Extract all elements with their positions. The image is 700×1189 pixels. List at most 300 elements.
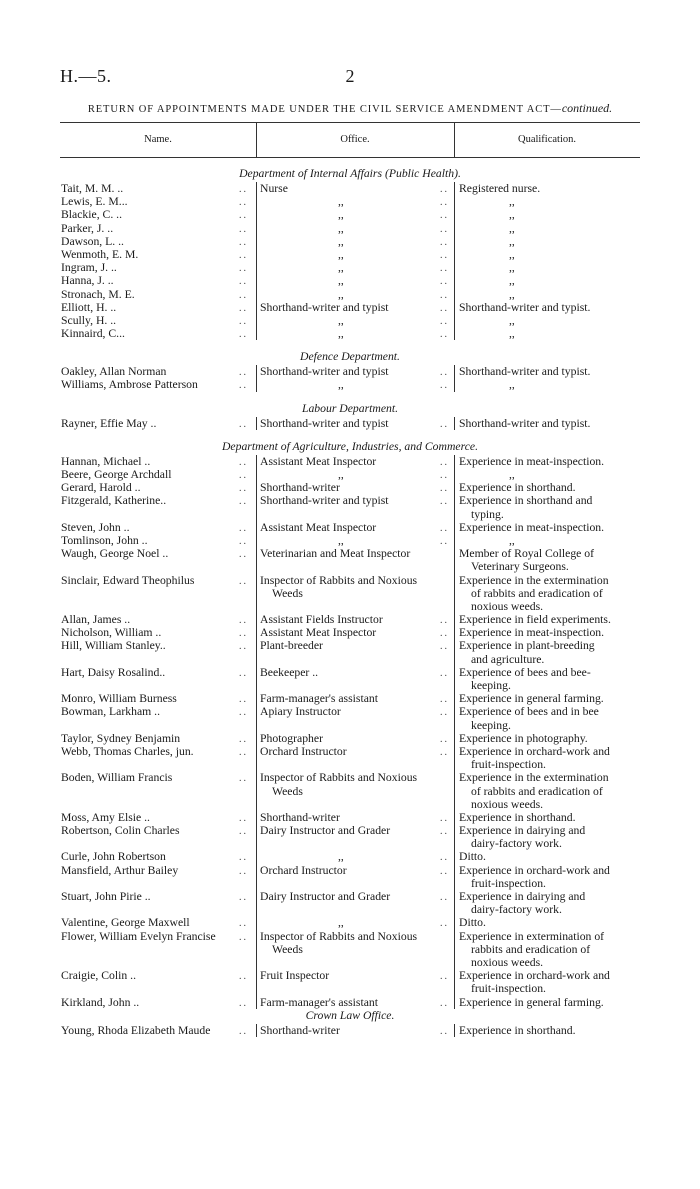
leader-dots: .. — [440, 184, 449, 195]
leader-dots: .. — [239, 522, 248, 534]
appointee-name: Young, Rhoda Elizabeth Maude — [61, 1023, 211, 1037]
leader-dots: .. — [239, 418, 248, 430]
qualification-cell — [459, 182, 640, 195]
column-rule — [454, 969, 455, 982]
column-rule — [256, 365, 257, 378]
leader-dots: .. — [239, 263, 248, 275]
leader-dots: .. — [239, 826, 248, 838]
column-rule — [256, 626, 257, 639]
office-title: Orchard Instructor — [260, 863, 347, 877]
table-row — [0, 494, 700, 507]
column-rule — [256, 732, 257, 745]
qualification-cell — [459, 417, 640, 430]
column-rule — [454, 587, 455, 600]
leader-dots: .. — [239, 971, 248, 983]
qualification-text: Experience in meat-inspection. — [459, 626, 605, 640]
qualification-text: of rabbits and eradication of — [471, 784, 603, 798]
column-rule — [454, 574, 455, 587]
column-rule — [454, 943, 455, 956]
appointee-name: Monro, William Burness — [61, 692, 177, 706]
office-cell — [260, 547, 450, 560]
table-row — [0, 877, 700, 890]
leader-dots: .. — [239, 641, 248, 653]
leader-dots: .. — [440, 418, 449, 430]
name-cell — [61, 208, 249, 222]
column-rule — [256, 719, 257, 732]
qualification-cell — [459, 613, 640, 626]
column-rule — [256, 417, 257, 430]
column-rule — [256, 301, 257, 314]
table-row — [0, 248, 700, 261]
name-cell — [61, 547, 249, 561]
leader-dots: .. — [239, 223, 248, 235]
office-cell — [260, 890, 450, 904]
column-rule — [256, 679, 257, 692]
table-row — [0, 969, 700, 982]
table-row — [0, 600, 700, 613]
column-rule — [256, 481, 257, 494]
table-row — [0, 916, 700, 929]
column-rule — [454, 301, 455, 314]
table-row — [0, 666, 700, 679]
qualification-cell — [459, 195, 640, 208]
table-row — [0, 587, 700, 600]
appointee-name: Hanna, J. .. — [61, 274, 114, 288]
leader-dots: .. — [239, 1025, 248, 1037]
qualification-text: Experience in orchard-work and — [459, 969, 610, 983]
office-cell — [260, 639, 450, 653]
column-rule — [256, 455, 257, 468]
leader-dots: .. — [239, 707, 248, 719]
column-rule — [454, 930, 455, 943]
office-title: Dairy Instructor and Grader — [260, 824, 391, 838]
qualification-cell — [459, 890, 640, 903]
qualification-text: Experience in meat-inspection. — [459, 454, 605, 468]
qualification-text: ,, — [509, 221, 515, 235]
qualification-text: Experience in photography. — [459, 731, 588, 745]
office-cell — [260, 182, 450, 196]
qualification-cell — [459, 1024, 640, 1037]
name-cell — [61, 850, 249, 864]
column-rule — [454, 547, 455, 560]
table-row — [0, 261, 700, 274]
qualification-text: Experience in field experiments. — [459, 613, 611, 627]
leader-dots: .. — [239, 535, 248, 547]
column-rule — [256, 864, 257, 877]
office-title: Shorthand-writer and typist — [260, 365, 389, 379]
office-title: Weeds — [272, 586, 303, 600]
appointee-name: Beere, George Archdall — [61, 468, 172, 481]
qualification-text: typing. — [471, 507, 504, 521]
name-cell — [61, 1024, 249, 1038]
column-rule — [454, 626, 455, 639]
qualification-cell — [459, 745, 640, 758]
office-cell — [260, 494, 450, 508]
qualification-text: keeping. — [471, 679, 511, 692]
column-rule — [256, 916, 257, 929]
leader-dots: .. — [239, 997, 248, 1009]
document-id: H.—5. — [60, 66, 112, 86]
office-title: Dairy Instructor and Grader — [260, 890, 391, 903]
appointee-name: Mansfield, Arthur Bailey — [61, 863, 179, 877]
office-title: ,, — [338, 195, 344, 209]
office-title: Shorthand-writer and typist — [260, 416, 389, 430]
table-row — [0, 365, 700, 378]
leader-dots: .. — [239, 470, 248, 481]
appointee-name: Valentine, George Maxwell — [61, 916, 190, 930]
office-cell — [260, 666, 450, 680]
leader-dots: .. — [440, 865, 449, 877]
office-title: ,, — [338, 327, 344, 341]
qualification-text: dairy-factory work. — [471, 837, 562, 851]
office-cell — [260, 692, 450, 706]
appointee-name: Gerard, Harold .. — [61, 481, 141, 495]
qualification-cell — [459, 560, 640, 573]
qualification-cell — [459, 235, 640, 248]
header-bottom-rule — [60, 157, 640, 158]
leader-dots: .. — [440, 826, 449, 838]
table-row — [0, 208, 700, 221]
table-row — [0, 182, 700, 195]
office-cell — [260, 274, 450, 288]
qualification-text: Experience in shorthand. — [459, 1023, 576, 1037]
department-heading: Labour Department. — [301, 401, 399, 415]
table-row — [0, 235, 700, 248]
column-rule — [256, 798, 257, 811]
qualification-text: and agriculture. — [471, 652, 545, 666]
leader-dots: .. — [440, 522, 449, 534]
column-rule — [256, 930, 257, 943]
qualification-text: Ditto. — [459, 850, 486, 864]
appointee-name: Tomlinson, John .. — [61, 533, 148, 547]
column-rule — [256, 574, 257, 587]
office-cell — [260, 969, 450, 983]
column-rule — [256, 653, 257, 666]
qualification-cell — [459, 587, 640, 600]
column-rule — [454, 666, 455, 679]
office-cell — [260, 705, 450, 719]
department-heading: Crown Law Office. — [305, 1008, 395, 1022]
qualification-cell — [459, 956, 640, 969]
column-rule — [256, 547, 257, 560]
qualification-text: fruit-inspection. — [471, 876, 546, 890]
leader-dots: .. — [440, 249, 449, 261]
column-rule — [256, 248, 257, 261]
name-cell — [61, 261, 249, 275]
column-rule — [256, 182, 257, 195]
qualification-cell — [459, 916, 640, 929]
column-rule — [454, 274, 455, 287]
qualification-text: ,, — [509, 287, 515, 301]
office-title: Assistant Meat Inspector — [260, 626, 377, 640]
office-cell — [260, 626, 450, 640]
column-rule — [454, 365, 455, 378]
office-title: Fruit Inspector — [260, 969, 330, 983]
column-rule — [256, 288, 257, 301]
column-rule — [256, 327, 257, 340]
qualification-cell — [459, 378, 640, 391]
leader-dots: .. — [239, 249, 248, 261]
appointee-name: Craigie, Colin .. — [61, 969, 136, 983]
column-rule — [256, 314, 257, 327]
appointee-name: Steven, John .. — [61, 520, 130, 534]
appointee-name: Scully, H. .. — [61, 313, 117, 327]
office-title: Inspector of Rabbits and Noxious — [260, 929, 418, 943]
qualification-cell — [459, 771, 640, 784]
qualification-cell — [459, 508, 640, 521]
name-cell — [61, 417, 249, 431]
leader-dots: .. — [440, 892, 449, 903]
column-rule — [256, 811, 257, 824]
qualification-cell — [459, 521, 640, 534]
leader-dots: .. — [440, 470, 449, 481]
leader-dots: .. — [239, 236, 248, 248]
qualification-cell — [459, 679, 640, 692]
column-rule — [256, 235, 257, 248]
department-heading: Department of Internal Affairs (Public Health). — [239, 167, 461, 180]
table-row — [0, 468, 700, 481]
table-row — [0, 758, 700, 771]
leader-dots: .. — [239, 733, 248, 745]
column-rule — [454, 378, 455, 391]
leader-dots: .. — [239, 773, 248, 785]
table-row — [0, 798, 700, 811]
table-row — [0, 1024, 700, 1037]
name-cell — [61, 534, 249, 548]
table-row — [0, 534, 700, 547]
column-header-name: Name. — [144, 134, 172, 145]
department-heading-row — [0, 402, 700, 417]
appointee-name: Tait, M. M. .. — [61, 182, 124, 195]
leader-dots: .. — [239, 892, 248, 903]
column-rule — [454, 560, 455, 573]
qualification-cell — [459, 930, 640, 943]
leader-dots: .. — [440, 746, 449, 758]
office-cell — [260, 930, 450, 943]
leader-dots: .. — [239, 746, 248, 758]
column-rule — [454, 1024, 455, 1037]
qualification-text: ,, — [509, 261, 515, 275]
office-title: ,, — [338, 234, 344, 248]
name-cell — [61, 613, 249, 627]
office-title: ,, — [338, 378, 344, 392]
qualification-text: Experience in the extermination — [459, 573, 609, 587]
qualification-text: Member of Royal College of — [459, 547, 595, 561]
qualification-cell — [459, 969, 640, 982]
qualification-cell — [459, 626, 640, 639]
office-title: Shorthand-writer — [260, 481, 340, 495]
leader-dots: .. — [440, 615, 449, 627]
leader-dots: .. — [440, 997, 449, 1009]
leader-dots: .. — [440, 380, 449, 392]
appointee-name: Webb, Thomas Charles, jun. — [61, 744, 194, 758]
office-cell — [260, 996, 450, 1010]
qualification-cell — [459, 864, 640, 877]
table-row — [0, 560, 700, 573]
table-row — [0, 982, 700, 995]
appointee-name: Dawson, L. .. — [61, 234, 124, 248]
column-rule — [256, 534, 257, 547]
table-row — [0, 574, 700, 587]
name-cell — [61, 195, 249, 209]
qualification-text: ,, — [509, 195, 515, 209]
qualification-text: Experience of bees and bee- — [459, 665, 591, 679]
name-cell — [61, 248, 249, 262]
leader-dots: .. — [440, 456, 449, 468]
column-rule — [256, 758, 257, 771]
office-title: Veterinarian and Meat Inspector — [260, 547, 411, 561]
appointee-name: Parker, J. .. — [61, 221, 114, 235]
table-row — [0, 455, 700, 468]
leader-dots: .. — [239, 302, 248, 314]
column-rule — [454, 996, 455, 1009]
column-rule — [454, 745, 455, 758]
column-header-qualification: Qualification. — [517, 134, 577, 145]
office-cell — [260, 235, 450, 249]
column-rule — [454, 208, 455, 221]
office-title: Farm-manager's assistant — [260, 995, 378, 1009]
table-row — [0, 288, 700, 301]
column-rule — [454, 600, 455, 613]
office-title: Apiary Instructor — [260, 705, 341, 719]
table-row — [0, 692, 700, 705]
office-title: Plant-breeder — [260, 639, 323, 653]
name-cell — [61, 521, 249, 535]
qualification-text: Experience in orchard-work and — [459, 744, 610, 758]
qualification-cell — [459, 653, 640, 666]
column-rule — [256, 468, 257, 481]
office-title: Shorthand-writer — [260, 810, 340, 824]
qualification-cell — [459, 468, 640, 481]
column-rule — [256, 785, 257, 798]
qualification-cell — [459, 996, 640, 1009]
leader-dots: .. — [440, 483, 449, 495]
qualification-text: Shorthand-writer and typist. — [459, 300, 591, 314]
column-rule — [454, 182, 455, 195]
leader-dots: .. — [440, 1025, 449, 1037]
leader-dots: .. — [440, 812, 449, 824]
column-rule — [256, 666, 257, 679]
qualification-text: of rabbits and eradication of — [471, 586, 603, 600]
office-cell — [260, 195, 450, 209]
column-rule — [256, 222, 257, 235]
leader-dots: .. — [440, 707, 449, 719]
qualification-cell — [459, 494, 640, 507]
department-heading-row — [0, 167, 700, 182]
column-rule — [454, 705, 455, 718]
table-row — [0, 850, 700, 863]
appointments-table — [0, 167, 700, 1037]
column-rule — [454, 850, 455, 863]
table-row — [0, 639, 700, 652]
office-cell — [260, 481, 450, 495]
office-title: Assistant Meat Inspector — [260, 454, 377, 468]
appointee-name: Robertson, Colin Charles — [61, 824, 180, 838]
table-row — [0, 824, 700, 837]
header-divider-1 — [256, 123, 257, 157]
office-cell — [260, 365, 450, 379]
office-title: Assistant Meat Inspector — [260, 520, 377, 534]
qualification-text: Experience in orchard-work and — [459, 863, 610, 877]
leader-dots: .. — [239, 380, 248, 392]
header-divider-2 — [454, 123, 455, 157]
column-rule — [454, 890, 455, 903]
leader-dots: .. — [239, 628, 248, 640]
column-rule — [256, 943, 257, 956]
qualification-text: ,, — [509, 533, 515, 547]
column-rule — [454, 195, 455, 208]
name-cell — [61, 916, 249, 930]
name-cell — [61, 890, 249, 904]
table-row — [0, 481, 700, 494]
column-rule — [256, 587, 257, 600]
appointee-name: Waugh, George Noel .. — [61, 547, 169, 561]
leader-dots: .. — [239, 367, 248, 379]
name-cell — [61, 692, 249, 706]
qualification-text: Shorthand-writer and typist. — [459, 365, 591, 379]
column-rule — [454, 417, 455, 430]
column-rule — [256, 274, 257, 287]
leader-dots: .. — [239, 289, 248, 301]
office-cell — [260, 534, 450, 548]
column-rule — [454, 639, 455, 652]
table-row — [0, 679, 700, 692]
qualification-text: rabbits and eradication of — [471, 942, 591, 956]
column-rule — [454, 534, 455, 547]
column-rule — [256, 771, 257, 784]
leader-dots: .. — [440, 263, 449, 275]
qualification-cell — [459, 288, 640, 301]
table-row — [0, 745, 700, 758]
qualification-text: dairy-factory work. — [471, 903, 562, 917]
column-rule — [256, 956, 257, 969]
column-rule — [256, 903, 257, 916]
qualification-cell — [459, 301, 640, 314]
qualification-cell — [459, 547, 640, 560]
leader-dots: .. — [440, 496, 449, 508]
leader-dots: .. — [239, 456, 248, 468]
leader-dots: .. — [239, 496, 248, 508]
name-cell — [61, 494, 249, 508]
qualification-text: ,, — [509, 327, 515, 341]
qualification-text: ,, — [509, 208, 515, 222]
name-cell — [61, 301, 249, 315]
leader-dots: .. — [239, 865, 248, 877]
qualification-cell — [459, 574, 640, 587]
column-rule — [454, 785, 455, 798]
table-row — [0, 943, 700, 956]
appointee-name: Ingram, J. .. — [61, 261, 117, 275]
leader-dots: .. — [239, 329, 248, 341]
office-title: ,, — [338, 274, 344, 288]
office-cell — [260, 248, 450, 262]
qualification-cell — [459, 850, 640, 863]
qualification-text: Experience in the extermination — [459, 771, 609, 785]
office-title: Orchard Instructor — [260, 744, 347, 758]
appointee-name: Rayner, Effie May .. — [61, 416, 157, 430]
name-cell — [61, 824, 249, 838]
office-title: ,, — [338, 247, 344, 261]
name-cell — [61, 864, 249, 878]
column-rule — [454, 288, 455, 301]
name-cell — [61, 732, 249, 746]
column-rule — [256, 613, 257, 626]
leader-dots: .. — [239, 575, 248, 587]
table-row — [0, 626, 700, 639]
office-cell — [260, 417, 450, 431]
leader-dots: .. — [440, 236, 449, 248]
table-row — [0, 890, 700, 903]
